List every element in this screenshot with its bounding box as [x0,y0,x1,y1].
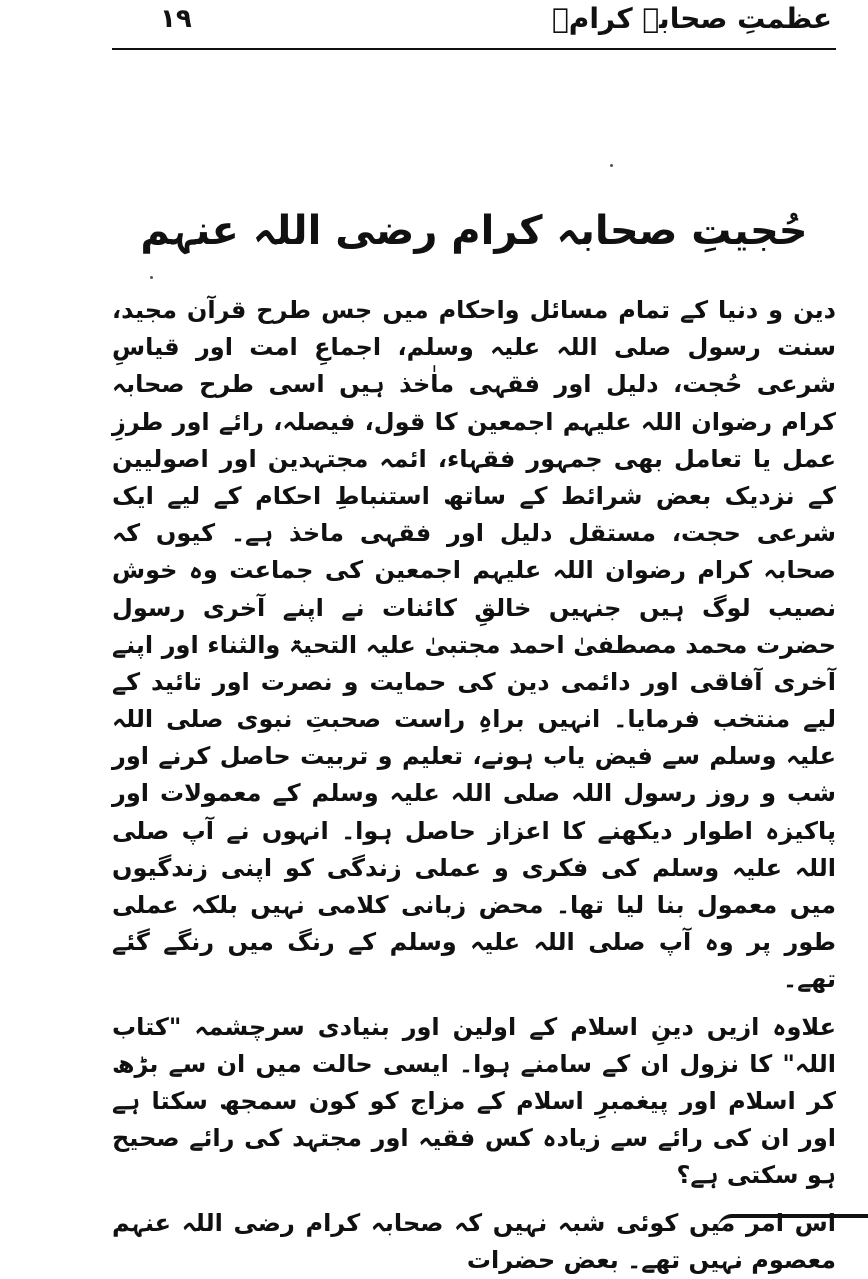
header-rule [112,48,836,50]
body-text [112,292,836,1279]
page-number: ۱۹ [160,4,192,34]
running-header [112,0,832,48]
page-edge [718,1214,868,1228]
paragraph-2: علاوہ ازیں دینِ اسلام کے اولین اور بنیادی سرچشمہ "کتاب اللہ" کا نزول ان کے سامنے ہوا۔ ایسی حالت میں ان سے بڑھ کر اسلام اور پیغمبرِ اسلام کے مزاج کو کون سمجھ سکتا ہے اور ان کی رائے سے زیادہ کس فقیہ اور مجتہد کی رائے صحیح ہو سکتی ہے؟ [112,1012,836,1190]
book-title: عظمتِ صحابہ کرامؓ [552,2,832,35]
paragraph-1: دین و دنیا کے تمام مسائل واحکام میں جس طرح قرآن مجید، سنت رسول صلی اللہ علیہ وسلم، اجماعِ امت اور قیاسِ شرعی حُجت، دلیل اور فقہی ماٰخذ ہیں اسی طرح صحابہ کرام رضوان اللہ علیہم اجمعین کا قول، فیصلہ، رائے اور طرزِ عمل یا تعامل بھی جمہور فقہاء، ائمہ مجتہدین اور اصولیین کے نزدیک بعض شرائط کے ساتھ استنباطِ احکام کے لیے ایک شرعی حجت، مستقل دلیل اور فقہی ماخذ ہے۔ کیوں کہ صحابہ کرام رضوان اللہ علیہم اجمعین کی جماعت وہ خوش نصیب لوگ ہیں جنہیں خالقِ کائنات نے اپنے آخری رسول حضرت محمد مصطفیٰ احمد مجتبیٰ علیہ التحیۃ والثناء اور اپنے آخری آفاقی اور دائمی دین کی حمایت و نصرت اور تائید کے لیے منتخب فرمایا۔ انہیں براہِ راست صحبتِ نبوی صلی اللہ علیہ وسلم سے فیض یاب ہونے، تعلیم و تربیت حاصل کرنے اور شب و روز رسول اللہ صلی اللہ علیہ وسلم کے معمولات اور پاکیزہ اطوار دیکھنے کا اعزاز حاصل ہوا۔ انہوں نے آپ صلی اللہ علیہ وسلم کی فکری و عملی زندگی کو اپنی زندگیوں میں معمول بنا لیا تھا۔ محض زبانی کلامی نہیں بلکہ عملی طور پر وہ آپ صلی اللہ علیہ وسلم کے رنگ میں رنگے گئے تھے۔ [112,296,836,994]
ink-speck [610,164,613,167]
ink-speck [150,276,153,279]
chapter-title: حُجیتِ صحابہ کرام رضی اللہ عنہم [140,208,808,254]
paragraph-3: اس امر میں کوئی شبہ نہیں کہ صحابہ کرام رضی اللہ عنہم معصوم نہیں تھے۔ بعض حضرات [112,1208,836,1274]
